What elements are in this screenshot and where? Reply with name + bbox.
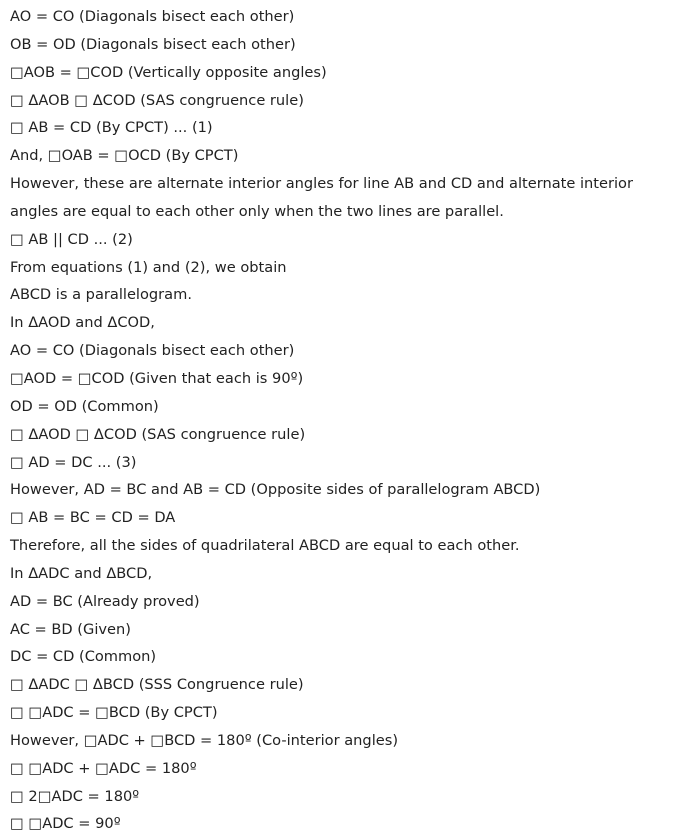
proof-line-14: □AOD = □COD (Given that each is 90º) xyxy=(10,369,304,387)
proof-line-5: □ AB = CD (By CPCT) ... (1) xyxy=(10,119,213,137)
proof-line-25: □ ΔADC □ ΔBCD (SSS Congruence rule) xyxy=(10,676,304,694)
proof-line-29: □ 2□ADC = 180º xyxy=(10,787,140,805)
proof-line-3: □AOB = □COD (Vertically opposite angles) xyxy=(10,63,327,81)
proof-line-26: □ □ADC = □BCD (By CPCT) xyxy=(10,704,218,722)
proof-line-7: However, these are alternate interior angles for line AB and CD and alternate interior xyxy=(10,175,633,193)
proof-line-18: However, AD = BC and AB = CD (Opposite sides of parallelogram ABCD) xyxy=(10,481,541,499)
proof-line-8: angles are equal to each other only when the two lines are parallel. xyxy=(10,202,504,220)
proof-line-19: □ AB = BC = CD = DA xyxy=(10,509,176,527)
proof-line-4: □ ΔAOB □ ΔCOD (SAS congruence rule) xyxy=(10,91,304,109)
proof-line-17: □ AD = DC ... (3) xyxy=(10,453,137,471)
proof-line-20: Therefore, all the sides of quadrilateral ABCD are equal to each other. xyxy=(10,537,520,555)
proof-line-30: □ □ADC = 90º xyxy=(10,815,121,833)
proof-line-22: AD = BC (Already proved) xyxy=(10,592,200,610)
proof-line-9: □ AB || CD ... (2) xyxy=(10,230,133,248)
proof-line-15: OD = OD (Common) xyxy=(10,397,159,415)
proof-line-6: And, □OAB = □OCD (By CPCT) xyxy=(10,147,239,165)
proof-line-23: AC = BD (Given) xyxy=(10,620,131,638)
proof-line-12: In ΔAOD and ΔCOD, xyxy=(10,314,155,332)
proof-line-11: ABCD is a parallelogram. xyxy=(10,286,192,304)
proof-line-1: AO = CO (Diagonals bisect each other) xyxy=(10,8,295,25)
proof-line-24: DC = CD (Common) xyxy=(10,648,157,666)
proof-line-21: In ΔADC and ΔBCD, xyxy=(10,564,153,582)
proof-line-13: AO = CO (Diagonals bisect each other) xyxy=(10,342,295,360)
proof-line-16: □ ΔAOD □ ΔCOD (SAS congruence rule) xyxy=(10,425,306,443)
proof-line-2: OB = OD (Diagonals bisect each other) xyxy=(10,35,296,53)
proof-line-28: □ □ADC + □ADC = 180º xyxy=(10,759,197,777)
proof-line-10: From equations (1) and (2), we obtain xyxy=(10,258,287,276)
proof-line-27: However, □ADC + □BCD = 180º (Co-interior angles) xyxy=(10,731,399,749)
